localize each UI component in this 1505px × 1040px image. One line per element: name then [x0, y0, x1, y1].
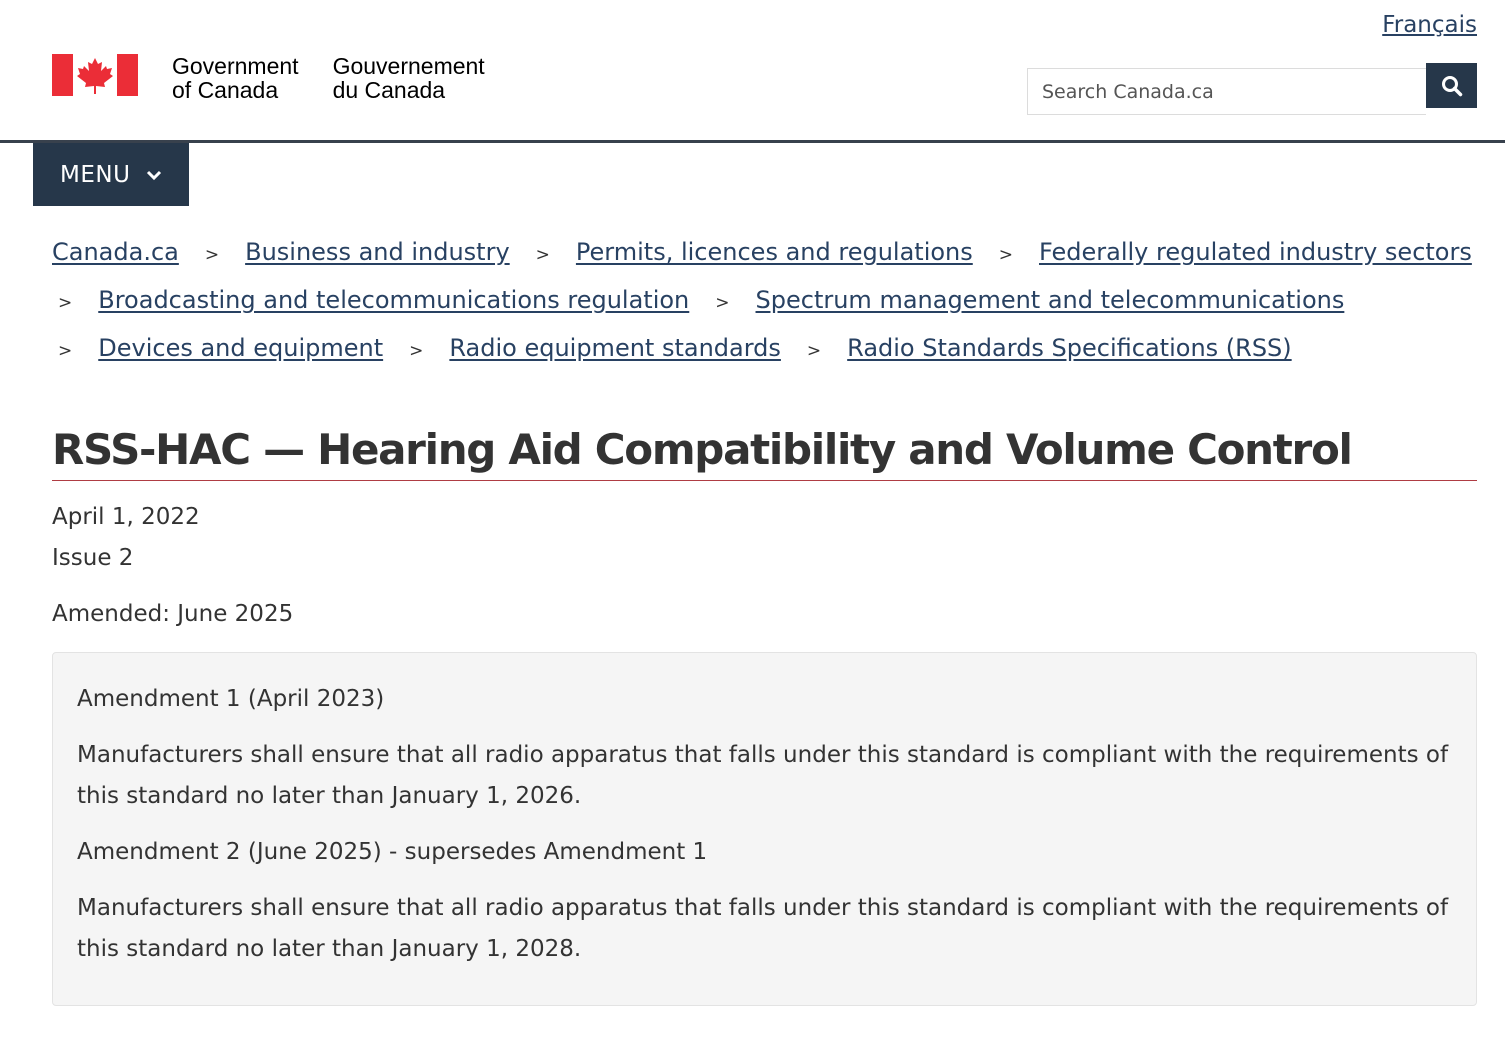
- brand-french-line-2: du Canada: [332, 77, 446, 103]
- chevron-down-icon: [146, 169, 162, 181]
- breadcrumb-separator: >: [58, 341, 73, 361]
- search-input[interactable]: [1027, 68, 1426, 115]
- breadcrumb-link-broadcasting[interactable]: Broadcasting and telecommunications regulation: [98, 286, 690, 314]
- amendments-panel: [52, 652, 1477, 1006]
- breadcrumb-separator: >: [409, 341, 424, 361]
- search-form: [1027, 63, 1477, 115]
- brand-french: [333, 54, 485, 102]
- header-divider: [0, 140, 1505, 143]
- brand-english-line-2: of Canada: [172, 77, 279, 103]
- publication-date: April 1, 2022: [52, 504, 200, 530]
- breadcrumb-link-radio-equipment[interactable]: Radio equipment standards: [449, 334, 781, 362]
- amended-date: Amended: June 2025: [52, 601, 294, 627]
- breadcrumb-line-3: [52, 326, 1482, 374]
- breadcrumb-link-spectrum[interactable]: Spectrum management and telecommunications: [755, 286, 1345, 314]
- breadcrumb-separator: >: [58, 293, 73, 313]
- breadcrumb-link-federally-regulated[interactable]: Federally regulated industry sectors: [1039, 238, 1472, 266]
- breadcrumb-separator: >: [806, 341, 822, 361]
- language-toggle-link[interactable]: Français: [1382, 12, 1477, 38]
- breadcrumb-separator: >: [535, 245, 550, 265]
- breadcrumb: [52, 230, 1482, 374]
- breadcrumb-link-rss[interactable]: Radio Standards Specifications (RSS): [847, 334, 1292, 362]
- breadcrumb-link-permits[interactable]: Permits, licences and regulations: [575, 238, 973, 266]
- amendment-2-heading: Amendment 2 (June 2025) - supersedes Amendment 1: [77, 839, 708, 865]
- breadcrumb-line-1: [52, 230, 1482, 278]
- breadcrumb-line-2: [52, 278, 1482, 326]
- search-icon: [1441, 75, 1463, 97]
- brand-french-line-1: Gouvernement: [332, 53, 485, 79]
- breadcrumb-separator: >: [204, 245, 220, 265]
- canada-flag-icon: [52, 54, 138, 96]
- breadcrumb-separator: >: [715, 293, 730, 313]
- search-button[interactable]: [1426, 63, 1477, 108]
- menu-button[interactable]: [33, 143, 189, 206]
- amendment-1-heading: Amendment 1 (April 2023): [77, 686, 385, 712]
- issue-number: Issue 2: [52, 545, 134, 571]
- page-title: RSS-HAC — Hearing Aid Compatibility and Volume Control: [52, 425, 1477, 481]
- brand-english-line-1: Government: [172, 53, 299, 79]
- breadcrumb-link-business[interactable]: Business and industry: [245, 238, 510, 266]
- brand-english: [172, 54, 299, 102]
- breadcrumb-link-canada[interactable]: Canada.ca: [52, 238, 179, 266]
- menu-label: MENU: [60, 161, 131, 188]
- breadcrumb-link-devices[interactable]: Devices and equipment: [98, 334, 384, 362]
- amendment-2-text: Manufacturers shall ensure that all radio apparatus that falls under this standard is compliant with the requirements of this standard no later than January 1, 2028.: [77, 895, 1449, 962]
- breadcrumb-separator: >: [998, 245, 1014, 265]
- government-signature[interactable]: [52, 54, 485, 102]
- amendment-1-text: Manufacturers shall ensure that all radio apparatus that falls under this standard is compliant with the requirements of this standard no later than January 1, 2026.: [77, 742, 1449, 809]
